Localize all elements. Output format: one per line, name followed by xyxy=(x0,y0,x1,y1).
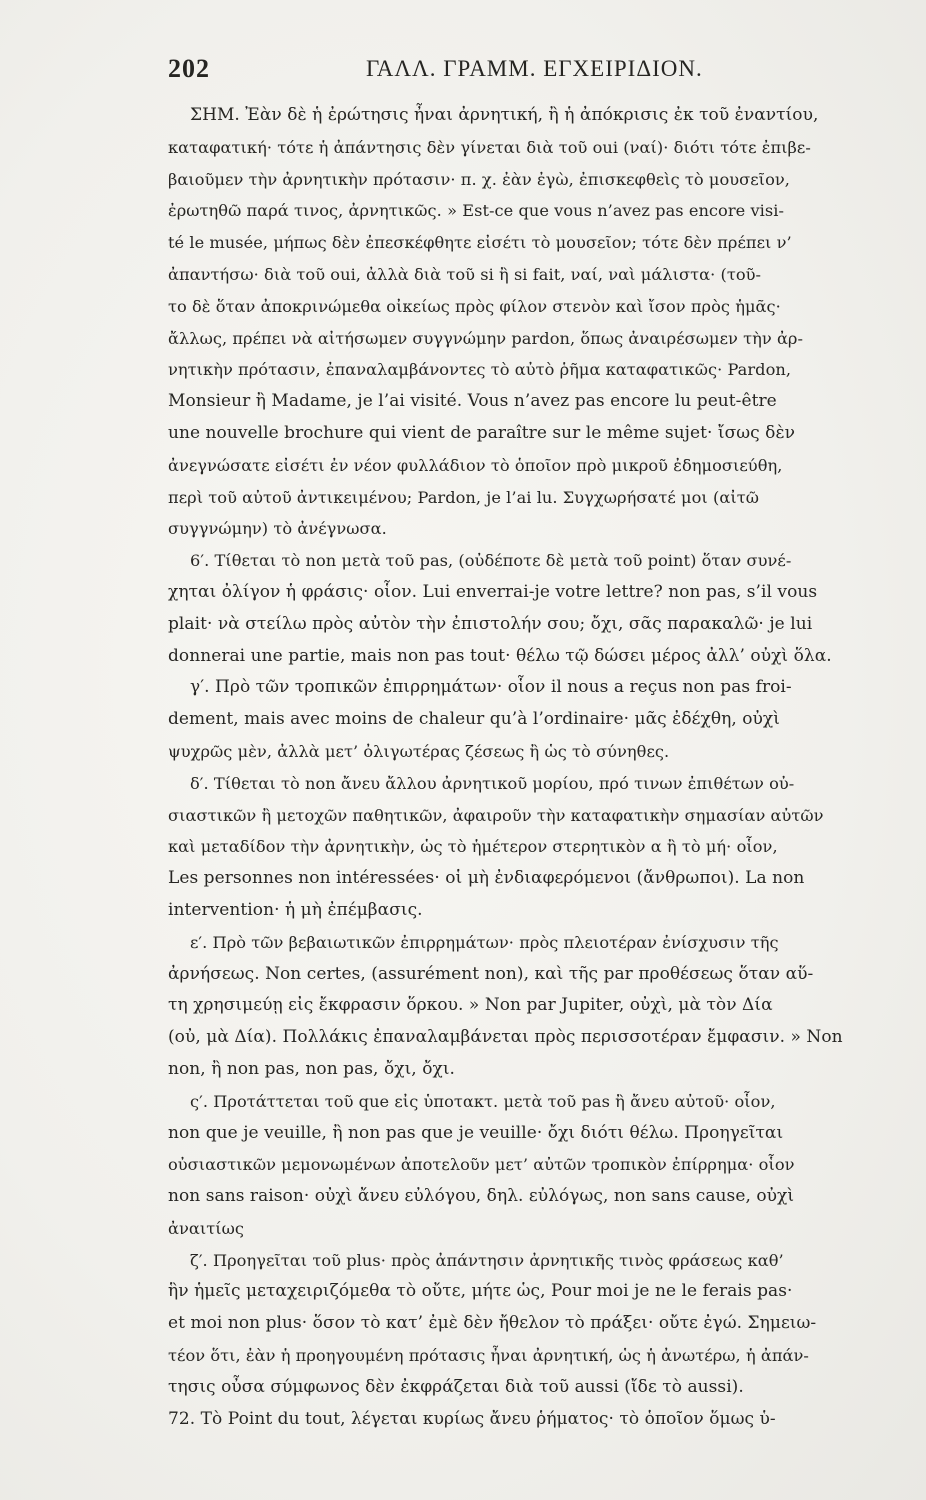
text-line: ἄλλως, πρέπει νὰ αἰτήσωμεν συγγνώμην pardon, ὅπως ἀναιρέσωμεν τὴν ἀρ- xyxy=(168,328,804,348)
text-line: ζ′. Προηγεῖται τοῦ plus· πρὸς ἀπάντησιν ἀρνητικῆς τινὸς φράσεως καθ’ xyxy=(190,1250,784,1270)
text-line: (οὐ, μὰ Δία). Πολλάκις ἐπαναλαμβάνεται πρὸς περισσοτέραν ἔμφασιν. » Non xyxy=(168,1027,843,1048)
text-line: Les personnes non intéressées· οἱ μὴ ἐνδιαφερόμενοι (ἄνθρωποι). La non xyxy=(168,868,805,889)
text-line: 6′. Τίθεται τὸ non μετὰ τοῦ pas, (οὐδέποτε δὲ μετὰ τοῦ point) ὅταν συνέ- xyxy=(190,551,792,571)
text-line: περὶ τοῦ αὐτοῦ ἀντικειμένου; Pardon, je l’ai lu. Συγχωρήσατέ μοι (αἰτῶ xyxy=(168,487,760,507)
text-line: βαιοῦμεν τὴν ἀρνητικὴν πρότασιν· π. χ. ἐὰν ἐγὼ, ἐπισκεφθεὶς τὸ μουσεῖον, xyxy=(168,169,790,189)
text-line: ἀνεγνώσατε εἰσέτι ἐν νέον φυλλάδιον τὸ ὁποῖον πρὸ μικροῦ ἐδημοσιεύθη, xyxy=(168,455,783,475)
text-line: 72. Τὸ Point du tout, λέγεται κυρίως ἄνευ ῥήματος· τὸ ὁποῖον ὅμως ὑ- xyxy=(168,1408,776,1429)
text-line: Monsieur ἢ Madame, je l’ai visité. Vous n’avez pas encore lu peut-être xyxy=(168,391,777,412)
text-line: ἀναιτίως xyxy=(168,1218,245,1238)
text-line: σιαστικῶν ἢ μετοχῶν παθητικῶν, ἀφαιροῦν τὴν καταφατικὴν σημασίαν αὐτῶν xyxy=(168,805,824,825)
text-line: δ′. Τίθεται τὸ non ἄνευ ἄλλου ἀρνητικοῦ μορίου, πρό τινων ἐπιθέτων οὐ- xyxy=(190,773,795,793)
text-line: ἣν ἡμεῖς μεταχειριζόμεθα τὸ οὔτε, μήτε ὡς, Pour moi je ne le ferais pas· xyxy=(168,1281,793,1302)
text-line: συγγνώμην) τὸ ἀνέγνωσα. xyxy=(168,519,387,539)
text-line: ΣΗΜ. Ἐὰν δὲ ἡ ἐρώτησις ἦναι ἀρνητική, ἢ ἡ ἀπόκρισις ἐκ τοῦ ἐναντίου, xyxy=(190,105,819,125)
text-line: ς′. Προτάττεται τοῦ que εἰς ὑποτακτ. μετὰ τοῦ pas ἢ ἄνευ αὐτοῦ· οἷον, xyxy=(190,1091,776,1111)
text-line: donnerai une partie, mais non pas tout· θέλω τῷ δώσει μέρος ἀλλ’ οὐχὶ ὅλα. xyxy=(168,645,832,666)
text-line: ἐρωτηθῶ παρά τινος, ἀρνητικῶς. » Est-ce que vous n’avez pas encore visi- xyxy=(168,201,784,221)
text-line: τέον ὅτι, ἐὰν ἡ προηγουμένη πρότασις ἦναι ἀρνητική, ὡς ἡ ἀνωτέρω, ἡ ἀπάν- xyxy=(168,1346,809,1366)
text-line: ἀρνήσεως. Non certes, (assurément non), καὶ τῆς par προθέσεως ὅταν αὕ- xyxy=(168,963,814,984)
text-line: té le musée, μήπως δὲν ἐπεσκέφθητε εἰσέτι τὸ μουσεῖον; τότε δὲν πρέπει ν’ xyxy=(168,233,792,253)
text-line: et moi non plus· ὅσον τὸ κατ’ ἐμὲ δὲν ἤθελον τὸ πράξει· οὔτε ἐγώ. Σημειω- xyxy=(168,1313,817,1334)
text-line: το δὲ ὅταν ἀποκρινώμεθα οἰκείως πρὸς φίλον στενὸν καὶ ἴσον πρὸς ἡμᾶς· xyxy=(168,296,781,316)
text-line: non que je veuille, ἢ non pas que je veuille· ὄχι διότι θέλω. Προηγεῖται xyxy=(168,1122,784,1143)
text-line: καταφατική· τότε ἡ ἀπάντησις δὲν γίνεται διὰ τοῦ oui (ναί)· διότι τότε ἐπιβε- xyxy=(168,137,811,157)
text-line: οὐσιαστικῶν μεμονωμένων ἀποτελοῦν μετ’ αὐτῶν τροπικὸν ἐπίρρημα· οἷον xyxy=(168,1155,795,1175)
text-line: non sans raison· οὐχὶ ἄνευ εὐλόγου, δηλ. εὐλόγως, non sans cause, οὐχὶ xyxy=(168,1186,795,1207)
text-line: plait· νὰ στείλω πρὸς αὐτὸν τὴν ἐπιστολήν σου; ὄχι, σᾶς παρακαλῶ· je lui xyxy=(168,613,813,634)
text-line: γ′. Πρὸ τῶν τροπικῶν ἐπιρρημάτων· οἷον il nous a reçus non pas froi- xyxy=(190,677,792,698)
text-line: une nouvelle brochure qui vient de paraître sur le même sujet· ἴσως δὲν xyxy=(168,422,796,443)
text-line: τη χρησιμεύῃ εἰς ἔκφρασιν ὅρκου. » Non par Jupiter, οὐχὶ, μὰ τὸν Δία xyxy=(168,995,773,1016)
text-line: καὶ μεταδίδον τὴν ἀρνητικὴν, ὡς τὸ ἡμέτερον στερητικὸν α ἢ τὸ μή· οἷον, xyxy=(168,837,778,857)
text-line: νητικὴν πρότασιν, ἐπαναλαμβάνοντες τὸ αὐτὸ ῥῆμα καταφατικῶς· Pardon, xyxy=(168,360,792,380)
text-line: τησις οὖσα σύμφωνος δὲν ἐκφράζεται διὰ τοῦ aussi (ἴδε τὸ aussi). xyxy=(168,1376,744,1397)
text-line: ε′. Πρὸ τῶν βεβαιωτικῶν ἐπιρρημάτων· πρὸς πλειοτέραν ἐνίσχυσιν τῆς xyxy=(190,932,779,952)
text-line: intervention· ἡ μὴ ἐπέμβασις. xyxy=(168,899,423,920)
body-text xyxy=(168,100,882,1435)
text-line: ψυχρῶς μὲν, ἀλλὰ μετ’ ὀλιγωτέρας ζέσεως ἢ ὡς τὸ σύνηθες. xyxy=(168,741,670,761)
page-header xyxy=(168,54,888,94)
running-title: ΓΑΛΛ. ΓΡΑΜΜ. ΕΓΧΕΙΡΙΔΙΟΝ. xyxy=(366,56,703,81)
text-line: dement, mais avec moins de chaleur qu’à l’ordinaire· μᾶς ἐδέχθη, οὐχὶ xyxy=(168,709,780,730)
text-line: χηται ὀλίγον ἡ φράσις· οἷον. Lui enverrai-je votre lettre? non pas, s’il vous xyxy=(168,581,818,602)
text-line: non, ἢ non pas, non pas, ὄχι, ὄχι. xyxy=(168,1058,456,1079)
text-line: ἀπαντήσω· διὰ τοῦ oui, ἀλλὰ διὰ τοῦ si ἢ si fait, ναί, ναὶ μάλιστα· (τοῦ- xyxy=(168,264,762,284)
page-number: 202 xyxy=(168,54,210,83)
